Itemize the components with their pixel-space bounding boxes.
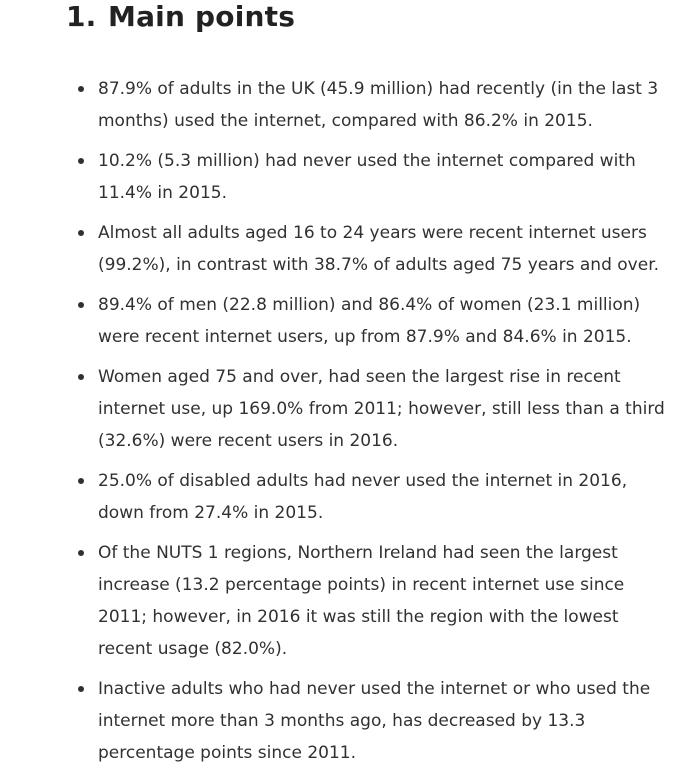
list-item <box>66 217 669 281</box>
list-item-text: 25.0% of disabled adults had never used the internet in 2016, down from 27.4% in 2015. <box>98 471 628 523</box>
bullet-icon <box>78 550 84 556</box>
list-item <box>66 289 669 353</box>
bullet-icon <box>78 230 84 236</box>
list-item-text: Women aged 75 and over, had seen the largest rise in recent internet use, up 169.0% from 2011; however, still less than a third (32.6%) were recent users in 2016. <box>98 367 665 451</box>
bullet-icon <box>78 478 84 484</box>
list-item-text: Of the NUTS 1 regions, Northern Ireland had seen the largest increase (13.2 percentage points) in recent internet use since 2011; however, in 2016 it was still the region with the lowest recent usage (82.0%). <box>98 543 625 659</box>
list-item-text: 87.9% of adults in the UK (45.9 million) had recently (in the last 3 months) used the internet, compared with 86.2% in 2015. <box>98 79 659 131</box>
section-number: 1. <box>66 0 97 33</box>
list-item <box>66 361 669 457</box>
list-item <box>66 673 669 769</box>
list-item <box>66 465 669 529</box>
section-heading <box>66 0 669 34</box>
bullet-icon <box>78 158 84 164</box>
bullet-icon <box>78 374 84 380</box>
list-item-text: Inactive adults who had never used the internet or who used the internet more than 3 months ago, has decreased by 13.3 percentage points since 2011. <box>98 679 651 763</box>
list-item-text: Almost all adults aged 16 to 24 years were recent internet users (99.2%), in contrast with 38.7% of adults aged 75 years and over. <box>98 223 660 275</box>
list-item <box>66 537 669 665</box>
bullet-icon <box>78 86 84 92</box>
bullet-icon <box>78 302 84 308</box>
bullet-icon <box>78 686 84 692</box>
section-title: Main points <box>108 0 296 33</box>
list-item-text: 10.2% (5.3 million) had never used the internet compared with 11.4% in 2015. <box>98 151 636 203</box>
list-item <box>66 145 669 209</box>
list-item <box>66 73 669 137</box>
list-item-text: 89.4% of men (22.8 million) and 86.4% of women (23.1 million) were recent internet users, up from 87.9% and 84.6% in 2015. <box>98 295 641 347</box>
main-points-list <box>66 73 669 769</box>
